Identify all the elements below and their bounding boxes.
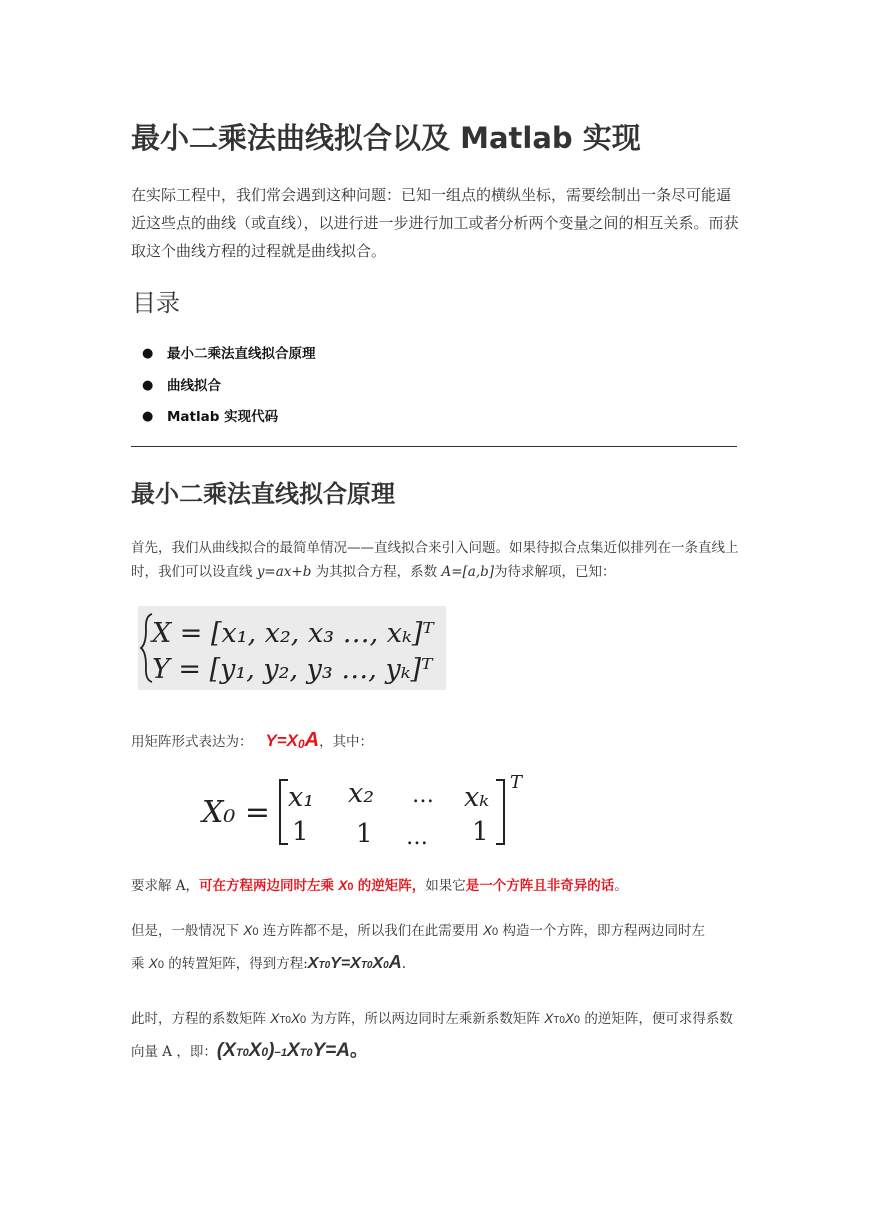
eq-part: −1 bbox=[274, 1047, 287, 1059]
toc-item[interactable] bbox=[131, 340, 316, 372]
text-run: 的转置矩阵，得到方程: bbox=[168, 956, 308, 972]
math-run: X bbox=[243, 923, 253, 938]
math-run: X bbox=[483, 923, 493, 938]
matrix-equation bbox=[265, 731, 319, 750]
eq-part: X bbox=[307, 955, 319, 972]
intro-paragraph: 在实际工程中，我们常会遇到这种问题：已知一组点的横纵坐标，需要绘制出一条尽可能逼近这些点的曲线（或直线），以进行进一步进行加工或者分析两个变量之间的相互关系。而获取这个曲线方程的过程就是曲线拟合。 bbox=[131, 186, 739, 260]
line-equation: y=ax+b bbox=[256, 564, 312, 580]
coefficient-vector: A=[a,b] bbox=[441, 564, 495, 580]
math-run: 0 bbox=[573, 1014, 581, 1026]
solution-equation bbox=[217, 1040, 350, 1061]
text-run: 的逆矩阵，便可求得系数向量 A ，即： bbox=[131, 1011, 733, 1060]
toc-item[interactable] bbox=[131, 403, 316, 435]
text-run: 。 bbox=[349, 1040, 368, 1061]
eq2-row1-cell: … bbox=[412, 783, 434, 808]
eq-part: T0 bbox=[299, 1047, 313, 1059]
math-run: X bbox=[544, 1011, 554, 1026]
eq2-row2-cell: 1 bbox=[292, 817, 309, 847]
math-run: X bbox=[270, 1011, 280, 1026]
eq-part: Y=X bbox=[330, 955, 361, 972]
left-brace-icon bbox=[141, 614, 152, 682]
eq-part: Y=X bbox=[265, 731, 298, 750]
text-run: 如果它 bbox=[425, 878, 466, 894]
eq-part: X bbox=[372, 955, 384, 972]
toc-list bbox=[131, 340, 316, 435]
eq-part: 0 bbox=[261, 1045, 269, 1059]
eq-part: Y=A bbox=[312, 1040, 350, 1061]
eq-part: T0 bbox=[360, 960, 373, 971]
eq-part: X bbox=[248, 1040, 262, 1061]
page-title: 最小二乘法曲线拟合以及 Matlab 实现 bbox=[131, 121, 641, 155]
eq-part: T0 bbox=[235, 1047, 249, 1059]
eq2-row2-cell: … bbox=[406, 825, 428, 850]
text-run: 用矩阵形式表达为： bbox=[131, 734, 253, 750]
highlight-run: 0 bbox=[347, 881, 354, 893]
text-run: 。 bbox=[614, 878, 628, 894]
toc-item[interactable] bbox=[131, 372, 316, 404]
text-run: 构造一个方阵，即方程两边同时左乘 bbox=[131, 923, 705, 972]
horizontal-divider bbox=[131, 446, 737, 447]
section-paragraph-5 bbox=[131, 1004, 739, 1068]
toc-item-label[interactable]: Matlab 实现代码 bbox=[167, 409, 279, 425]
math-run: T0 bbox=[553, 1015, 565, 1026]
eq2-row1-cell: x₂ bbox=[348, 778, 375, 809]
eq2-row2-cell: 1 bbox=[472, 817, 489, 847]
math-run: 0 bbox=[157, 959, 164, 971]
eq2-lhs: X₀ = bbox=[202, 795, 271, 830]
math-run: T0 bbox=[279, 1015, 291, 1026]
section-paragraph-2 bbox=[131, 728, 739, 756]
toc-item-label[interactable]: 最小二乘法直线拟合原理 bbox=[167, 346, 316, 362]
text-run: 为待求解项，已知： bbox=[494, 564, 616, 580]
text-run: 为其拟合方程，系数 bbox=[315, 564, 438, 580]
math-run: X bbox=[148, 956, 158, 971]
math-run: 0 bbox=[300, 1014, 307, 1026]
text-run: 但是，一般情况下 bbox=[131, 923, 239, 939]
eq-part: 0 bbox=[383, 960, 389, 971]
equation-xy-svg bbox=[138, 606, 446, 690]
right-bracket-icon bbox=[496, 780, 504, 844]
text-run: . bbox=[401, 956, 407, 972]
eq-subscript: 0 bbox=[297, 737, 305, 751]
math-run: X bbox=[564, 1011, 574, 1026]
eq2-row2-cell: 1 bbox=[356, 819, 373, 849]
eq-part: (X bbox=[216, 1040, 236, 1061]
text-run: 此时，方程的系数矩阵 bbox=[131, 1011, 266, 1027]
text-run: 连方阵都不是，所以我们在此需要用 bbox=[262, 923, 479, 939]
section-paragraph-4 bbox=[131, 916, 739, 981]
section-heading: 最小二乘法直线拟合原理 bbox=[131, 480, 395, 508]
eq1-line2: Y = [y₁, y₂, y₃ …, yₖ]ᵀ bbox=[152, 654, 433, 685]
text-run: 要求解 A， bbox=[131, 878, 200, 894]
eq-part: A bbox=[304, 729, 320, 751]
highlight-run: X bbox=[338, 878, 348, 893]
left-bracket-icon bbox=[280, 780, 288, 844]
eq-part: A bbox=[388, 952, 402, 972]
eq2-superscript: T bbox=[510, 772, 523, 793]
eq-part: ) bbox=[268, 1040, 275, 1061]
highlight-run: 的逆矩阵， bbox=[357, 878, 426, 894]
eq1-line1: X = [x₁, x₂, x₃ …, xₖ]ᵀ bbox=[152, 618, 434, 649]
text-run: 首先，我们从曲线拟合的最简单情况——直线拟合来引入问题。如果待拟合点集近似排列在一条直线上时，我们可以设直线 bbox=[131, 540, 739, 580]
toc-item-label[interactable]: 曲线拟合 bbox=[167, 377, 221, 394]
equation-x0-matrix bbox=[196, 768, 532, 854]
section-paragraph-3 bbox=[131, 874, 739, 899]
text-run: ，其中： bbox=[319, 734, 374, 750]
equation-xy-vectors bbox=[138, 606, 446, 690]
bullet-icon: ● bbox=[142, 377, 154, 393]
toc-heading: 目录 bbox=[132, 289, 180, 317]
eq2-row1-cell: xₖ bbox=[464, 782, 490, 813]
highlight-run: 可在方程两边同时左乘 bbox=[199, 878, 335, 894]
bullet-icon: ● bbox=[142, 346, 154, 361]
normal-equation bbox=[307, 952, 402, 972]
math-run: X bbox=[290, 1011, 300, 1026]
bullet-icon: ● bbox=[142, 409, 154, 424]
eq2-row1-cell: x₁ bbox=[288, 782, 315, 813]
eq-part: X bbox=[286, 1040, 300, 1061]
equation-x0-svg bbox=[196, 768, 532, 854]
section-paragraph-1 bbox=[131, 536, 739, 584]
eq-part: T0 bbox=[318, 960, 331, 971]
text-run: 为方阵，所以两边同时左乘新系数矩阵 bbox=[310, 1011, 540, 1027]
highlight-run: 是一个方阵且非奇异的话 bbox=[465, 878, 615, 894]
math-run: 0 bbox=[252, 926, 259, 938]
math-run: 0 bbox=[492, 926, 499, 938]
